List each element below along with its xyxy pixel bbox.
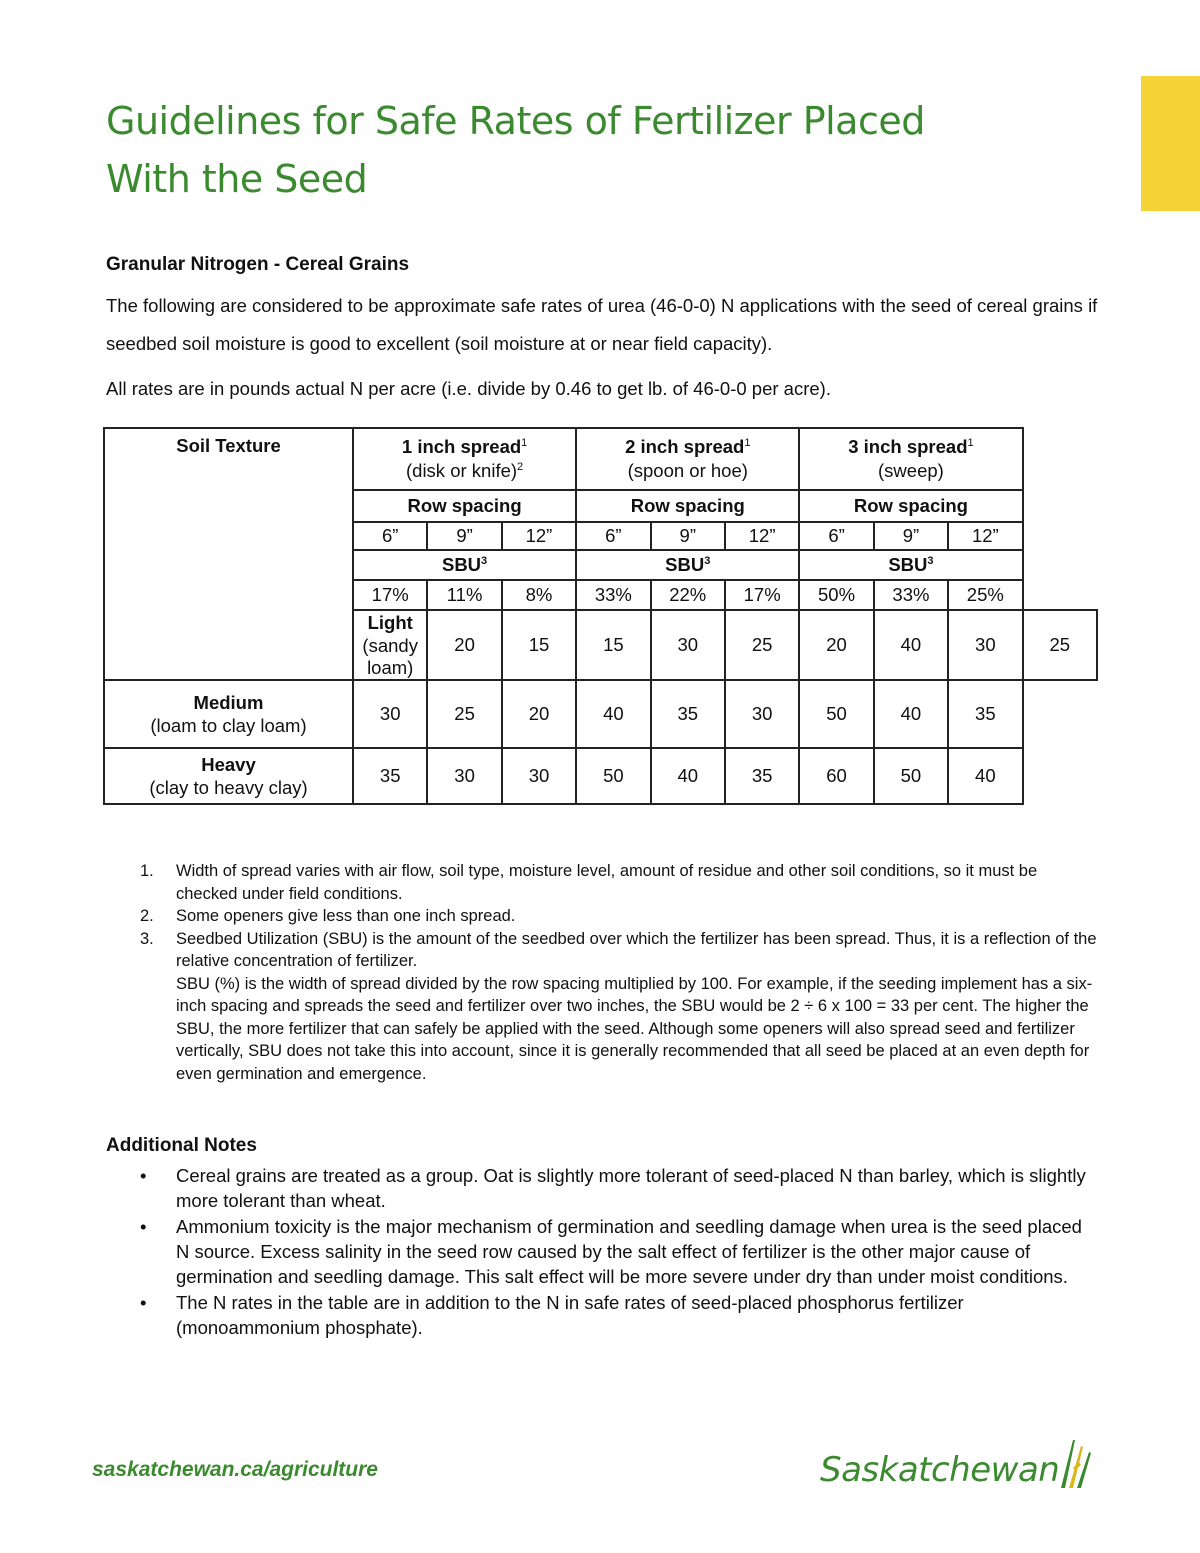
soil-texture-name: Medium: [193, 692, 264, 713]
soil-texture-cell: [104, 748, 353, 804]
rate-cell: 25: [725, 610, 799, 680]
sbu-label-cell: [353, 550, 576, 580]
footnote-item: [140, 860, 1100, 905]
footnote-ref: 3: [481, 554, 488, 567]
intro-paragraph: The following are considered to be approximate safe rates of urea (46-0-0) N applications with the seed of cereal grains if seedbed soil moisture is good to excellent (soil moisture at or near field capacity).: [106, 295, 1098, 354]
rate-cell: 25: [1023, 610, 1097, 680]
bullet-icon: •: [140, 1216, 147, 1237]
rate-cell: 25: [427, 680, 501, 748]
rate-cell: 15: [576, 610, 650, 680]
footnote-number: 1.: [140, 862, 154, 880]
footnote-ref: 2: [517, 460, 524, 473]
footnote-text: Some openers give less than one inch spread.: [176, 907, 516, 925]
sbu-label: SBU: [441, 554, 482, 575]
rate-cell: 40: [651, 748, 725, 804]
sbu-label: SBU: [665, 554, 705, 575]
rate-cell: 30: [427, 748, 501, 804]
rates-note: All rates are in pounds actual N per acre (i.e. divide by 0.46 to get lb. of 46-0-0 per acre).: [106, 378, 831, 399]
row-spacing-label: Row spacing: [576, 490, 799, 522]
bullet-icon: •: [140, 1165, 147, 1186]
sbu-value-cell: 50%: [799, 580, 873, 610]
rate-cell: 40: [576, 680, 650, 748]
spacing-cell: 12”: [948, 522, 1022, 550]
sbu-value-cell: 25%: [948, 580, 1022, 610]
rate-cell: 35: [353, 748, 427, 804]
sbu-value-cell: 33%: [576, 580, 650, 610]
row-spacing-label: Row spacing: [799, 490, 1022, 522]
wheat-sheaf-icon: [1059, 1438, 1093, 1490]
sbu-value-cell: 17%: [725, 580, 799, 610]
footnote-text: Seedbed Utilization (SBU) is the amount of the seedbed over which the fertilizer has been spread. Thus, it is a reflection of the relative concentration of fertilizer.: [176, 929, 1097, 970]
safe-rates-table: [103, 427, 1098, 805]
spacing-cell: 12”: [725, 522, 799, 550]
soil-texture-cell: [104, 680, 353, 748]
spacing-cell: 9”: [427, 522, 501, 550]
rate-cell: 30: [948, 610, 1022, 680]
rate-cell: 35: [948, 680, 1022, 748]
spacing-cell: 6”: [353, 522, 427, 550]
footnote-number: 2.: [140, 907, 154, 925]
additional-notes-heading: Additional Notes: [106, 1135, 257, 1156]
note-text: The N rates in the table are in addition to the N in safe rates of seed-placed phosphorus fertilizer (monoammonium phosphate).: [176, 1292, 964, 1338]
spacing-cell: 6”: [576, 522, 650, 550]
yellow-side-tab: [1141, 76, 1200, 211]
spacing-cell: 6”: [799, 522, 873, 550]
rate-cell: 35: [651, 680, 725, 748]
rate-cell: 40: [874, 610, 948, 680]
rate-cell: 30: [651, 610, 725, 680]
footnotes-list: [140, 860, 1100, 1085]
sbu-label-cell: [576, 550, 799, 580]
rate-cell: 20: [502, 680, 576, 748]
rate-cell: 50: [874, 748, 948, 804]
spread-group-header: [799, 428, 1022, 490]
table-row: [104, 748, 1097, 804]
sbu-label: SBU: [888, 554, 928, 575]
soil-texture-desc: (clay to heavy clay): [149, 777, 308, 798]
page-title-line-1: Guidelines for Safe Rates of Fertilizer Placed: [106, 99, 925, 143]
spacing-cell: 9”: [874, 522, 948, 550]
list-item: [140, 1163, 1100, 1213]
footnote-ref: 1: [967, 436, 974, 449]
spread-subtitle: (spoon or hoe): [627, 460, 748, 481]
note-text: Cereal grains are treated as a group. Oat is slightly more tolerant of seed-placed N than barley, which is slightly more tolerant than wheat.: [176, 1165, 1086, 1211]
rate-cell: 30: [353, 680, 427, 748]
spread-subtitle: (sweep): [878, 460, 944, 481]
page-title: [106, 92, 925, 208]
footnote-item: [140, 905, 1100, 928]
rate-cell: 35: [725, 748, 799, 804]
footnote-ref: 1: [521, 436, 528, 449]
soil-texture-header: Soil Texture: [104, 428, 353, 680]
sbu-value-cell: 8%: [502, 580, 576, 610]
list-item: [140, 1290, 1100, 1340]
rate-cell: 30: [725, 680, 799, 748]
rate-cell: 15: [502, 610, 576, 680]
spread-title: 1 inch spread: [401, 436, 522, 457]
rate-cell: 50: [799, 680, 873, 748]
bullet-icon: •: [140, 1292, 147, 1313]
rate-cell: 40: [948, 748, 1022, 804]
table-row: [104, 680, 1097, 748]
footnote-item: [140, 928, 1100, 1086]
rate-cell: 40: [874, 680, 948, 748]
saskatchewan-logo: [820, 1440, 1093, 1490]
sbu-value-cell: 11%: [427, 580, 501, 610]
row-spacing-label: Row spacing: [353, 490, 576, 522]
soil-texture-cell: [353, 610, 427, 680]
additional-notes-list: [140, 1163, 1100, 1341]
rate-cell: 60: [799, 748, 873, 804]
spacing-cell: 9”: [651, 522, 725, 550]
spread-subtitle: (disk or knife): [406, 460, 518, 481]
section-heading: Granular Nitrogen - Cereal Grains: [106, 254, 410, 275]
footnote-text: SBU (%) is the width of spread divided by the row spacing multiplied by 100. For example, if the seeding implement has a six-inch spacing and spreads the seed and fertilizer over two inches, the SBU would be 2 ÷ 6 x 100 = 33 per cent. The higher the SBU, the more fertilizer that can safely be applied with the seed. Although some openers will also spread seed and fertilizer vertically, SBU does not take this into account, since it is generally recommended that all seed be placed at an even depth for even germination and emergence.: [176, 974, 1093, 1083]
spread-title: 2 inch spread: [625, 436, 745, 457]
soil-texture-name: Heavy: [201, 754, 256, 775]
sbu-value-cell: 17%: [353, 580, 427, 610]
sbu-value-cell: 22%: [651, 580, 725, 610]
logo-wordmark: Saskatchewan: [820, 1450, 1060, 1490]
spread-group-header: [576, 428, 799, 490]
page-title-line-2: With the Seed: [106, 157, 368, 201]
rate-cell: 20: [799, 610, 873, 680]
soil-texture-name: Light: [367, 612, 413, 633]
rate-cell: 20: [427, 610, 501, 680]
footnote-ref: 3: [927, 554, 934, 567]
spread-group-header: [353, 428, 576, 490]
footnote-number: 3.: [140, 929, 154, 948]
soil-texture-desc: (sandy loam): [362, 635, 418, 678]
note-text: Ammonium toxicity is the major mechanism of germination and seedling damage when urea is the seed placed N source. Excess salinity in the seed row caused by the salt effect of fertilizer is the other major cause of germination and seedling damage. This salt effect will be more severe under dry than under moist conditions.: [176, 1216, 1082, 1287]
footer-url-link[interactable]: saskatchewan.ca/agriculture: [92, 1458, 378, 1481]
rate-cell: 30: [502, 748, 576, 804]
soil-texture-desc: (loam to clay loam): [150, 715, 307, 736]
footnote-text: Width of spread varies with air flow, soil type, moisture level, amount of residue and other soil conditions, so it must be checked under field conditions.: [176, 862, 1038, 903]
footnote-ref: 1: [744, 436, 751, 449]
sbu-value-cell: 33%: [874, 580, 948, 610]
footnote-ref: 3: [704, 554, 711, 567]
list-item: [140, 1214, 1100, 1289]
rate-cell: 50: [576, 748, 650, 804]
spacing-cell: 12”: [502, 522, 576, 550]
sbu-label-cell: [799, 550, 1022, 580]
spread-title: 3 inch spread: [848, 436, 968, 457]
